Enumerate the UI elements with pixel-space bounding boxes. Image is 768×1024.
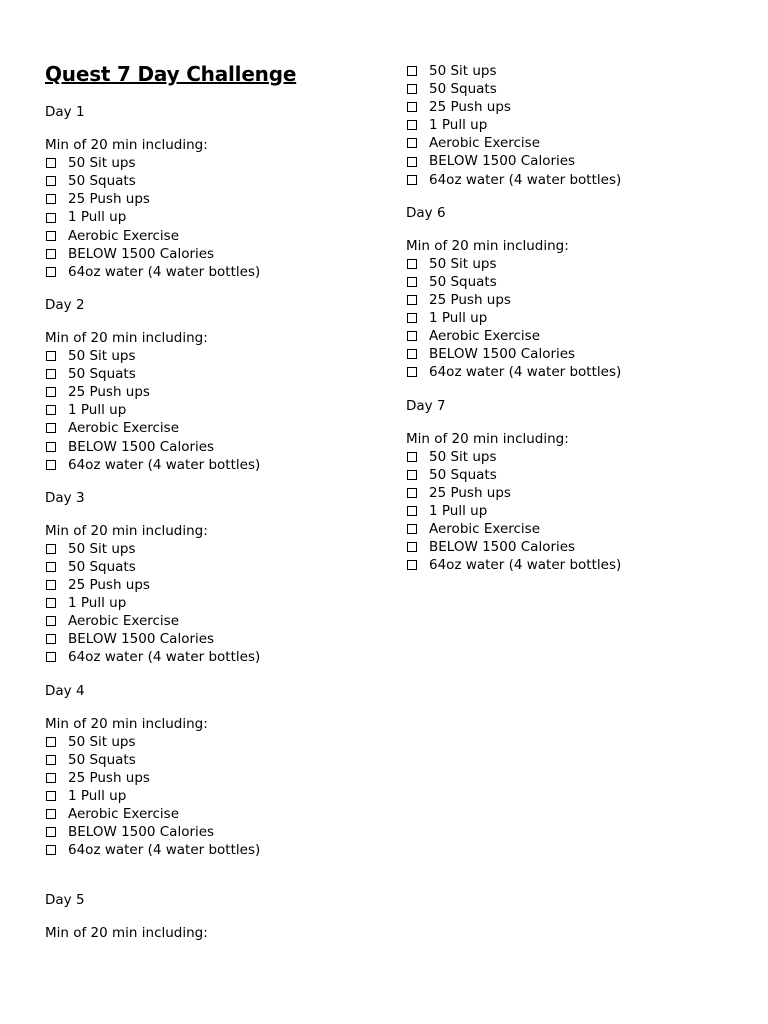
checklist-item[interactable]: 1 Pull up (406, 309, 746, 327)
checkbox[interactable] (46, 460, 56, 470)
checklist-item[interactable]: 50 Sit ups (45, 733, 365, 751)
checkbox[interactable] (46, 405, 56, 415)
checkbox[interactable] (46, 249, 56, 259)
checklist-item[interactable]: 64oz water (4 water bottles) (45, 263, 365, 281)
day-1-heading: Day 1 (45, 104, 85, 120)
checkbox[interactable] (46, 634, 56, 644)
checklist-item[interactable]: BELOW 1500 Calories (406, 538, 746, 556)
checkbox[interactable] (407, 313, 417, 323)
checkbox[interactable] (407, 488, 417, 498)
day-6-intro: Min of 20 min including: (406, 237, 569, 254)
checklist-item[interactable]: Aerobic Exercise (45, 612, 365, 630)
checklist-item[interactable]: 50 Sit ups (45, 154, 365, 172)
checklist-item[interactable]: BELOW 1500 Calories (406, 345, 746, 363)
checklist-item[interactable]: 25 Push ups (45, 383, 365, 401)
checklist-item[interactable]: 50 Squats (45, 172, 365, 190)
checklist-item[interactable]: 50 Sit ups (45, 347, 365, 365)
day-5-checklist (406, 62, 746, 189)
checklist-item[interactable]: 25 Push ups (406, 484, 746, 502)
checkbox[interactable] (46, 737, 56, 747)
checkbox[interactable] (407, 524, 417, 534)
checkbox[interactable] (407, 157, 417, 167)
checklist-item[interactable]: 1 Pull up (45, 208, 365, 226)
checkbox[interactable] (46, 845, 56, 855)
checklist-item[interactable]: Aerobic Exercise (406, 520, 746, 538)
checkbox[interactable] (46, 652, 56, 662)
checkbox[interactable] (46, 387, 56, 397)
checkbox[interactable] (407, 120, 417, 130)
day-6-checklist (406, 255, 746, 382)
day-1-checklist (45, 154, 365, 281)
day-7-checklist (406, 448, 746, 575)
day-3-heading: Day 3 (45, 489, 85, 506)
day-4-heading: Day 4 (45, 682, 85, 699)
checklist-item[interactable]: 1 Pull up (406, 502, 746, 520)
checkbox[interactable] (46, 809, 56, 819)
checklist-item[interactable]: Aerobic Exercise (406, 134, 746, 152)
checkbox[interactable] (46, 773, 56, 783)
checkbox[interactable] (407, 331, 417, 341)
checkbox[interactable] (46, 598, 56, 608)
checkbox[interactable] (46, 562, 56, 572)
day-3-checklist (45, 540, 365, 667)
checklist-item[interactable]: BELOW 1500 Calories (45, 245, 365, 263)
checklist-item[interactable]: 25 Push ups (45, 576, 365, 594)
checkbox[interactable] (46, 423, 56, 433)
day-2-heading: Day 2 (45, 296, 85, 313)
checkbox[interactable] (46, 791, 56, 801)
day-4-checklist (45, 733, 365, 860)
checklist-item[interactable]: BELOW 1500 Calories (406, 152, 746, 170)
checklist-item[interactable]: 50 Sit ups (406, 255, 746, 273)
checklist-item[interactable]: Aerobic Exercise (45, 805, 365, 823)
checklist-item[interactable]: BELOW 1500 Calories (45, 823, 365, 841)
checkbox[interactable] (46, 580, 56, 590)
checkbox[interactable] (407, 367, 417, 377)
checkbox[interactable] (407, 452, 417, 462)
checklist-item[interactable]: 64oz water (4 water bottles) (45, 841, 365, 859)
checklist-item[interactable]: 50 Squats (406, 80, 746, 98)
day-2-intro: Min of 20 min including: (45, 329, 208, 346)
checkbox[interactable] (407, 175, 417, 185)
day-7-intro: Min of 20 min including: (406, 430, 569, 447)
checklist-item[interactable]: BELOW 1500 Calories (45, 630, 365, 648)
checkbox[interactable] (407, 102, 417, 112)
checkbox[interactable] (46, 194, 56, 204)
checklist-item[interactable]: 50 Squats (406, 466, 746, 484)
checkbox[interactable] (407, 506, 417, 516)
checklist-item[interactable]: 25 Push ups (406, 98, 746, 116)
right-column (406, 62, 746, 574)
checkbox[interactable] (46, 351, 56, 361)
left-column (45, 103, 365, 943)
day-3-intro: Min of 20 min including: (45, 522, 208, 539)
checkbox[interactable] (46, 158, 56, 168)
checkbox[interactable] (46, 827, 56, 837)
checkbox[interactable] (407, 560, 417, 570)
day-7-heading: Day 7 (406, 397, 446, 414)
checkbox[interactable] (46, 213, 56, 223)
checkbox[interactable] (46, 442, 56, 452)
day-4-intro: Min of 20 min including: (45, 715, 208, 732)
checklist-item[interactable]: 50 Squats (45, 365, 365, 383)
checkbox[interactable] (407, 349, 417, 359)
checkbox[interactable] (46, 369, 56, 379)
checklist-item[interactable]: 1 Pull up (406, 116, 746, 134)
checklist-item[interactable]: 1 Pull up (45, 401, 365, 419)
checklist-item[interactable]: Aerobic Exercise (45, 227, 365, 245)
checkbox[interactable] (407, 470, 417, 480)
checklist-item[interactable]: BELOW 1500 Calories (45, 438, 365, 456)
day-5-heading: Day 5 (45, 892, 85, 909)
checklist-item[interactable]: 25 Push ups (406, 291, 746, 309)
checklist-item[interactable]: 1 Pull up (45, 594, 365, 612)
checkbox[interactable] (46, 755, 56, 765)
checkbox[interactable] (407, 66, 417, 76)
checkbox[interactable] (46, 616, 56, 626)
checkbox[interactable] (407, 277, 417, 287)
checkbox[interactable] (46, 267, 56, 277)
checklist-item[interactable]: Aerobic Exercise (45, 419, 365, 437)
day-6-heading: Day 6 (406, 204, 446, 221)
document-title: Quest 7 Day Challenge (45, 62, 297, 86)
checklist-item[interactable]: 50 Sit ups (406, 448, 746, 466)
checklist-item[interactable]: 25 Push ups (45, 190, 365, 208)
day-2-checklist (45, 347, 365, 474)
checkbox[interactable] (46, 176, 56, 186)
checklist-item[interactable]: 50 Squats (45, 751, 365, 769)
checkbox[interactable] (407, 84, 417, 94)
checklist-item[interactable]: 1 Pull up (45, 787, 365, 805)
checklist-item[interactable]: 64oz water (4 water bottles) (45, 648, 365, 666)
checkbox[interactable] (407, 259, 417, 269)
checklist-item[interactable]: 25 Push ups (45, 769, 365, 787)
checklist-item[interactable]: 50 Squats (406, 273, 746, 291)
checklist-item[interactable]: 64oz water (4 water bottles) (406, 171, 746, 189)
checklist-item[interactable]: Aerobic Exercise (406, 327, 746, 345)
checklist-item[interactable]: 64oz water (4 water bottles) (45, 456, 365, 474)
checklist-item[interactable]: 64oz water (4 water bottles) (406, 556, 746, 574)
checklist-item[interactable]: 50 Sit ups (45, 540, 365, 558)
checkbox[interactable] (407, 542, 417, 552)
checkbox[interactable] (46, 231, 56, 241)
checkbox[interactable] (407, 138, 417, 148)
checklist-item[interactable]: 50 Squats (45, 558, 365, 576)
day-1-intro: Min of 20 min including: (45, 137, 208, 154)
checkbox[interactable] (46, 544, 56, 554)
checklist-item[interactable]: 64oz water (4 water bottles) (406, 363, 746, 381)
checkbox[interactable] (407, 295, 417, 305)
checklist-item[interactable]: 50 Sit ups (406, 62, 746, 80)
day-5-intro: Min of 20 min including: (45, 925, 208, 942)
